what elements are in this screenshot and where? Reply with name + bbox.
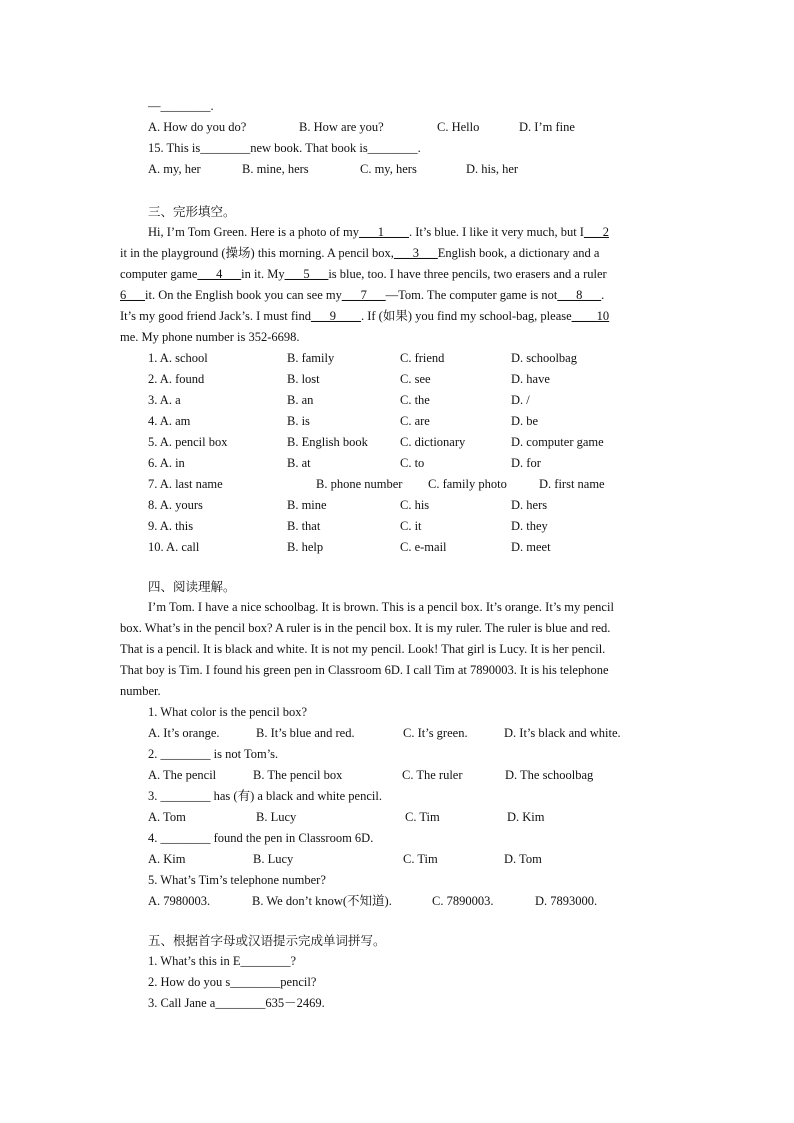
spelling-item-2: 2. How do you s________pencil? [148,975,317,989]
cloze-q6-option-b: B. at [287,456,311,470]
reading-q3-stem: 3. ________ has (有) a black and white pencil. [148,789,382,803]
reading-q3-option-b: B. Lucy [256,810,297,824]
cloze-q1-option-c: C. friend [400,351,445,365]
cloze-q10-option-d: D. meet [511,540,551,554]
reading-q1-option-a: A. It’s orange. [148,726,220,740]
cloze-line-1 [148,222,609,243]
cloze-text: it in the playground (操场) this morning. A pencil box, [120,246,394,260]
cloze-q8-option-b: B. mine [287,498,327,512]
cloze-q7-option-c: C. family photo [428,477,507,491]
reading-q2-option-a: A. The pencil [148,768,217,782]
cloze-q10-option-c: C. e-mail [400,540,447,554]
passage-line-2: box. What’s in the pencil box? A ruler is in the pencil box. It is my ruler. The ruler is blue and red. [120,621,611,635]
cloze-blank-1: ___1____ [359,225,409,239]
cloze-blank-5: ___5___ [284,267,329,281]
cloze-q2-option-c: C. see [400,372,431,386]
q15-option-c: C. my, hers [360,162,417,176]
cloze-q7-option-b: B. phone number [316,477,403,491]
reading-q4-option-d: D. Tom [504,852,542,866]
cloze-line-3 [120,264,607,285]
cloze-q5-option-b: B. English book [287,435,368,449]
q14-stem: —________. [148,99,214,113]
q15-stem: 15. This is________new book. That book is________. [148,141,421,155]
cloze-text: it. On the English book you can see my [145,288,342,302]
cloze-blank-4: ___4___ [197,267,242,281]
q14-option-d: D. I’m fine [519,120,575,134]
reading-q5-option-b: B. We don’t know(不知道). [252,894,392,908]
reading-q4-option-a: A. Kim [148,852,186,866]
reading-q4-option-c: C. Tim [403,852,438,866]
q14-option-b: B. How are you? [299,120,384,134]
cloze-q3-option-a: 3. A. a [148,393,181,407]
cloze-q2-option-d: D. have [511,372,550,386]
cloze-blank-3: ___3___ [393,246,438,260]
cloze-blank-2: ___2 [583,225,609,239]
cloze-text: Hi, I’m Tom Green. Here is a photo of my [148,225,359,239]
cloze-q3-option-d: D. / [511,393,530,407]
cloze-text: . [601,288,605,302]
cloze-q4-option-d: D. be [511,414,539,428]
cloze-line-2 [120,243,599,264]
reading-q2-option-d: D. The schoolbag [505,768,594,782]
cloze-q3-option-c: C. the [400,393,430,407]
cloze-text: is blue, too. I have three pencils, two erasers and a ruler [328,267,607,281]
cloze-q4-option-c: C. are [400,414,430,428]
reading-q4-option-b: B. Lucy [253,852,294,866]
cloze-line-6: me. My phone number is 352-6698. [120,330,300,344]
cloze-q4-option-a: 4. A. am [148,414,191,428]
passage-line-3: That is a pencil. It is black and white. It is not my pencil. Look! That girl is Lucy. It is her pencil. [120,642,606,656]
section4-heading: 四、阅读理解。 [148,579,236,594]
cloze-q5-option-d: D. computer game [511,435,604,449]
reading-q4-stem: 4. ________ found the pen in Classroom 6D. [148,831,374,845]
cloze-q9-option-a: 9. A. this [148,519,194,533]
cloze-blank-7: ___7___ [341,288,386,302]
reading-q2-stem: 2. ________ is not Tom’s. [148,747,279,761]
cloze-q1-option-b: B. family [287,351,335,365]
cloze-line-4 [120,285,604,306]
spelling-item-1: 1. What’s this in E________? [148,954,297,968]
cloze-q2-option-b: B. lost [287,372,320,386]
passage-line-1: I’m Tom. I have a nice schoolbag. It is brown. This is a pencil box. It’s orange. It’s my pencil [148,600,614,614]
cloze-blank-9: ___9____ [310,309,361,323]
reading-q3-option-c: C. Tim [405,810,440,824]
q14-option-c: C. Hello [437,120,480,134]
reading-q2-option-c: C. The ruler [402,768,463,782]
cloze-q9-option-b: B. that [287,519,321,533]
section3-heading: 三、完形填空。 [148,204,236,219]
cloze-q7-option-a: 7. A. last name [148,477,223,491]
section5-heading: 五、根据首字母或汉语提示完成单词拼写。 [148,933,386,948]
cloze-q1-option-a: 1. A. school [148,351,208,365]
reading-q3-option-a: A. Tom [148,810,186,824]
reading-q2-option-b: B. The pencil box [253,768,343,782]
cloze-text: English book, a dictionary and a [437,246,600,260]
q15-option-b: B. mine, hers [242,162,309,176]
cloze-blank-10: ____10 [571,309,610,323]
passage-line-5: number. [120,684,161,698]
cloze-blank-6: 6___ [120,288,145,302]
cloze-text: . It’s blue. I like it very much, but I [409,225,584,239]
cloze-q10-option-b: B. help [287,540,324,554]
cloze-q8-option-d: D. hers [511,498,548,512]
cloze-q7-option-d: D. first name [539,477,605,491]
passage-line-4: That boy is Tim. I found his green pen in Classroom 6D. I call Tim at 7890003. It is his telephone [120,663,609,677]
cloze-text: —Tom. The computer game is not [385,288,558,302]
cloze-q6-option-d: D. for [511,456,541,470]
cloze-text: in it. My [241,267,285,281]
cloze-q5-option-c: C. dictionary [400,435,466,449]
cloze-q10-option-a: 10. A. call [148,540,200,554]
reading-q5-stem: 5. What’s Tim’s telephone number? [148,873,326,887]
reading-q1-stem: 1. What color is the pencil box? [148,705,308,719]
q14-option-a: A. How do you do? [148,120,247,134]
cloze-text: . If (如果) you find my school-bag, please [360,309,572,323]
reading-q5-option-a: A. 7980003. [148,894,211,908]
cloze-blank-8: ___8___ [557,288,602,302]
cloze-q6-option-a: 6. A. in [148,456,185,470]
cloze-q1-option-d: D. schoolbag [511,351,577,365]
q15-option-d: D. his, her [466,162,519,176]
cloze-q6-option-c: C. to [400,456,425,470]
cloze-text: computer game [120,267,198,281]
cloze-q2-option-a: 2. A. found [148,372,205,386]
q15-option-a: A. my, her [148,162,201,176]
cloze-q9-option-c: C. it [400,519,422,533]
cloze-line-5 [120,306,609,327]
spelling-item-3: 3. Call Jane a________635－2469. [148,996,325,1010]
cloze-q9-option-d: D. they [511,519,548,533]
reading-q1-option-c: C. It’s green. [403,726,468,740]
cloze-q8-option-c: C. his [400,498,430,512]
reading-q5-option-c: C. 7890003. [432,894,494,908]
cloze-q4-option-b: B. is [287,414,310,428]
cloze-text: It’s my good friend Jack’s. I must find [120,309,311,323]
cloze-q3-option-b: B. an [287,393,314,407]
reading-q5-option-d: D. 7893000. [535,894,598,908]
cloze-q5-option-a: 5. A. pencil box [148,435,228,449]
reading-q1-option-b: B. It’s blue and red. [256,726,355,740]
reading-q1-option-d: D. It’s black and white. [504,726,621,740]
reading-q3-option-d: D. Kim [507,810,545,824]
cloze-q8-option-a: 8. A. yours [148,498,203,512]
